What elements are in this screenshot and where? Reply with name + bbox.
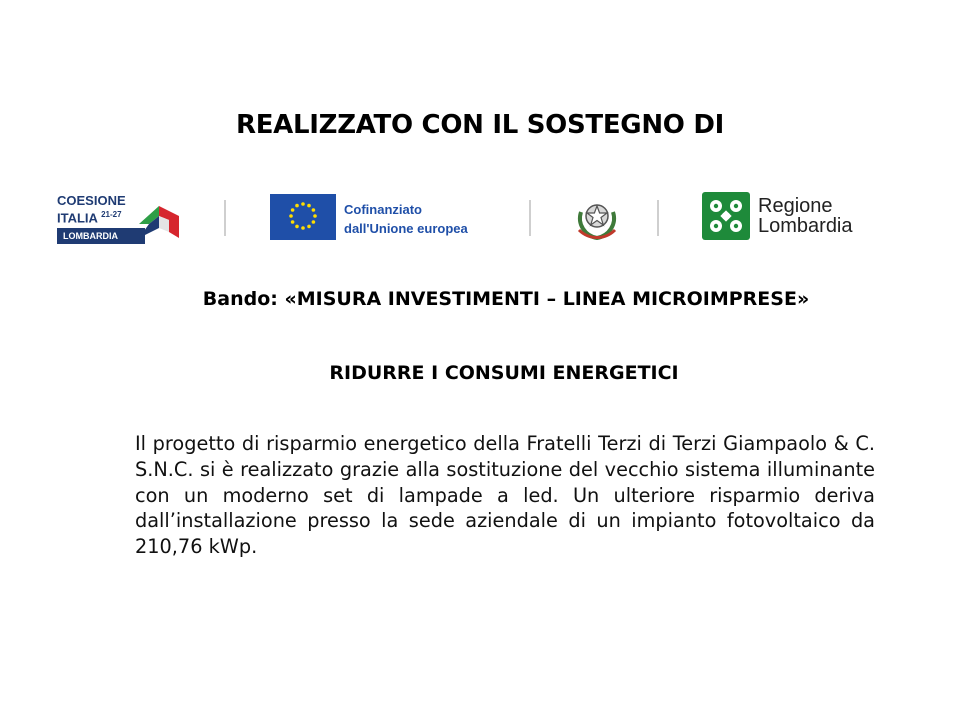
coesione-label: COESIONE bbox=[57, 193, 126, 208]
sponsor-logos bbox=[0, 186, 960, 256]
regione-lombardia-logo bbox=[702, 192, 882, 244]
eu-cofinanced-logo bbox=[270, 194, 500, 240]
years-label: 21-27 bbox=[101, 210, 122, 219]
eu-flag-icon bbox=[270, 194, 336, 240]
italia-label: ITALIA $^{21-27}$ bbox=[57, 210, 122, 226]
divider bbox=[529, 200, 531, 236]
coesione-italia-logo bbox=[57, 192, 187, 248]
project-description: Il progetto di risparmio energetico della Fratelli Terzi di Terzi Giampaolo & C. S.N.C. si è realizzato grazie alla sostituzione del vecchio sistema illuminante con un moderno set di lampade a led. Un ulteriore risparmio deriva dall’installazione presso la sede aziendale di un impianto fotovoltaico da 210,76 kWp. bbox=[135, 432, 875, 559]
divider bbox=[224, 200, 226, 236]
divider bbox=[657, 200, 659, 236]
lombardia-rose-icon bbox=[702, 192, 750, 240]
bando-title: Bando: «MISURA INVESTIMENTI – LINEA MICROIMPRESE» bbox=[202, 288, 810, 310]
coesione-arrows-icon bbox=[137, 194, 181, 242]
page-title: REALIZZATO CON IL SOSTEGNO DI bbox=[236, 110, 724, 140]
eu-label: Cofinanziato dall'Unione europea bbox=[344, 202, 468, 236]
italian-republic-emblem-icon bbox=[575, 194, 619, 242]
section-subtitle: RIDURRE I CONSUMI ENERGETICI bbox=[329, 362, 679, 384]
regione-label: Regione Lombardia bbox=[758, 195, 853, 237]
lombardia-bar: LOMBARDIA bbox=[57, 228, 145, 244]
